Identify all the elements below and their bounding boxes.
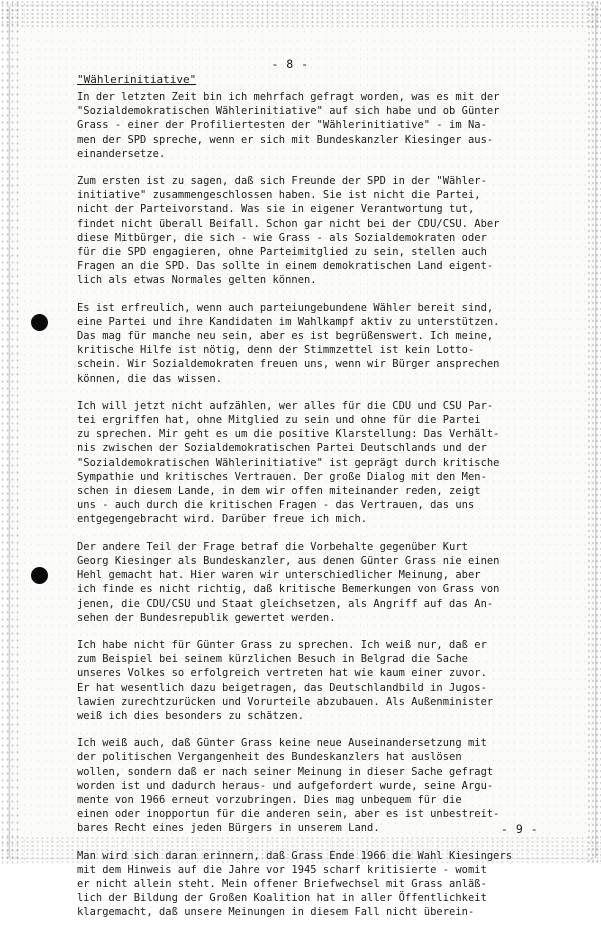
text-line: schein. Wir Sozialdemokraten freuen uns, wenn wir Bürger ansprechen <box>77 358 500 371</box>
text-line: entgegengebracht wird. Darüber freue ich mich. <box>77 513 368 526</box>
text-line: Ich will jetzt nicht aufzählen, wer alles für die CDU und CSU Par- <box>77 399 494 412</box>
text-line: Man wird sich daran erinnern, daß Grass Ende 1966 die Wahl Kiesingers <box>77 849 513 862</box>
text-line: Ich weiß auch, daß Günter Grass keine neue Auseinandersetzung mit <box>77 737 487 750</box>
document-body <box>77 73 577 933</box>
text-line: lich als etwas Normales gelten können. <box>77 274 317 287</box>
section-title: "Wählerinitiative" <box>77 73 197 86</box>
text-line: zu sprechen. Mir geht es um die positive Klarstellung: Das Verhält- <box>77 428 500 441</box>
text-line: "Sozialdemokratischen Wählerinitiative" auf sich habe und ob Günter <box>77 105 500 118</box>
paragraph <box>77 90 577 161</box>
text-line: eine Partei und ihre Kandidaten im Wahlkampf aktiv zu unterstützen. <box>77 315 500 328</box>
page-number-top: - 8 - <box>271 57 309 71</box>
text-line: Grass - einer der Profiliertesten der "Wählerinitiative" - im Na- <box>77 119 487 132</box>
text-line: Fragen an die SPD. Das sollte in einem demokratischen Land eigent- <box>77 260 494 273</box>
text-line: tei ergriffen hat, ohne Mitglied zu sein und ohne für die Partei <box>77 414 481 427</box>
text-line: In der letzten Zeit bin ich mehrfach gefragt worden, was es mit der <box>77 91 500 103</box>
text-line: Hehl gemacht hat. Hier waren wir unterschiedlicher Meinung, aber <box>77 569 481 582</box>
text-line: men der SPD spreche, wenn er sich mit Bundeskanzler Kiesinger aus- <box>77 133 494 146</box>
text-line: Er hat wesentlich dazu beigetragen, das Deutschlandbild in Jugos- <box>77 681 487 694</box>
text-line: ich finde es nicht richtig, daß kritische Bemerkungen von Grass von <box>77 583 500 596</box>
paragraph <box>77 301 577 386</box>
text-line: worden ist und dadurch heraus- und aufgefordert wurde, seine Argu- <box>77 779 494 792</box>
text-line: Der andere Teil der Frage betraf die Vorbehalte gegenüber Kurt <box>77 540 468 553</box>
text-line: bares Recht eines jeden Bürgers in unserem Land. <box>77 822 380 835</box>
text-line: schen in diesem Lande, in dem wir offen miteinander reden, zeigt <box>77 485 481 498</box>
punch-hole <box>31 567 48 584</box>
text-line: diese Mitbürger, die sich - wie Grass - als Sozialdemokraten oder <box>77 231 487 244</box>
text-line: Zum ersten ist zu sagen, daß sich Freunde der SPD in der "Wähler- <box>77 175 487 188</box>
text-line: Es ist erfreulich, wenn auch parteiungebundene Wähler bereit sind, <box>77 301 494 314</box>
text-line: uns - auch durch die kritischen Fragen - das Vertrauen, das uns <box>77 499 475 512</box>
paragraph <box>77 174 577 288</box>
text-line: kritische Hilfe ist nötig, denn der Stimmzettel ist kein Lotto- <box>77 344 475 357</box>
text-line: Georg Kiesinger als Bundeskanzler, aus denen Günter Grass nie einen <box>77 554 500 567</box>
text-line: Das mag für manche neu sein, aber es ist begrüßenswert. Ich meine, <box>77 330 494 343</box>
paragraph <box>77 849 577 920</box>
text-line: Sympathie und kritisches Vertrauen. Der große Dialog mit den Men- <box>77 470 487 483</box>
paragraph <box>77 399 577 527</box>
text-line: der politischen Vergangenheit des Bundeskanzlers hat auslösen <box>77 751 462 764</box>
text-line: nis zwischen der Sozialdemokratischen Partei Deutschlands und der <box>77 442 487 455</box>
text-line: klargemacht, daß unsere Meinungen in diesem Fall nicht überein- <box>77 906 475 919</box>
text-line: jenen, die CDU/CSU und Staat gleichsetzen, als Angriff auf das An- <box>77 597 494 610</box>
text-line: für die SPD engagieren, ohne Parteimitglied zu sein, stellen auch <box>77 246 487 259</box>
text-line: initiative" zusammengeschlossen haben. Sie ist nicht die Partei, <box>77 189 481 202</box>
text-line: einandersetze. <box>77 147 166 160</box>
text-line: wollen, sondern daß er nach seiner Meinung in dieser Sache gefragt <box>77 765 494 778</box>
page-number-bottom: - 9 - <box>501 822 539 836</box>
paragraph <box>77 638 577 723</box>
paragraph <box>77 736 577 835</box>
text-line: mente von 1966 erneut vorzubringen. Dies mag unbequem für die <box>77 793 462 806</box>
punch-hole <box>31 314 48 331</box>
text-line: können, die das wissen. <box>77 372 223 385</box>
text-line: mit dem Hinweis auf die Jahre vor 1945 scharf kritisierte - womit <box>77 863 487 876</box>
paragraph <box>77 540 577 625</box>
text-line: lawien zurechtzurücken und Vorurteile abzubauen. Als Außenminister <box>77 695 494 708</box>
text-line: findet nicht überall Beifall. Schon gar nicht bei der CDU/CSU. Aber <box>77 217 500 230</box>
text-line: "Sozialdemokratischen Wählerinitiative" ist geprägt durch kritische <box>77 456 500 469</box>
text-line: nicht der Parteivorstand. Was sie in eigener Verantwortung tut, <box>77 203 475 216</box>
paragraph-list <box>77 90 577 920</box>
text-line: Ich habe nicht für Günter Grass zu sprechen. Ich weiß nur, daß er <box>77 638 487 651</box>
text-line: unseres Volkes so erfolgreich vertreten hat wie kaum einer zuvor. <box>77 667 487 680</box>
text-line: weiß ich dies besonders zu schätzen. <box>77 709 305 722</box>
text-line: zum Beispiel bei seinem kürzlichen Besuch in Belgrad die Sache <box>77 653 468 666</box>
text-line: er nicht allein steht. Mein offener Briefwechsel mit Grass anläß- <box>77 877 487 890</box>
text-line: einen oder inopportun für die anderen sein, aber es ist unbestreit- <box>77 808 500 821</box>
text-line: sehen der Bundesrepublik gewertet werden. <box>77 611 336 624</box>
text-line: lich der Bildung der Großen Koalition hat in aller Öffentlichkeit <box>77 892 487 905</box>
